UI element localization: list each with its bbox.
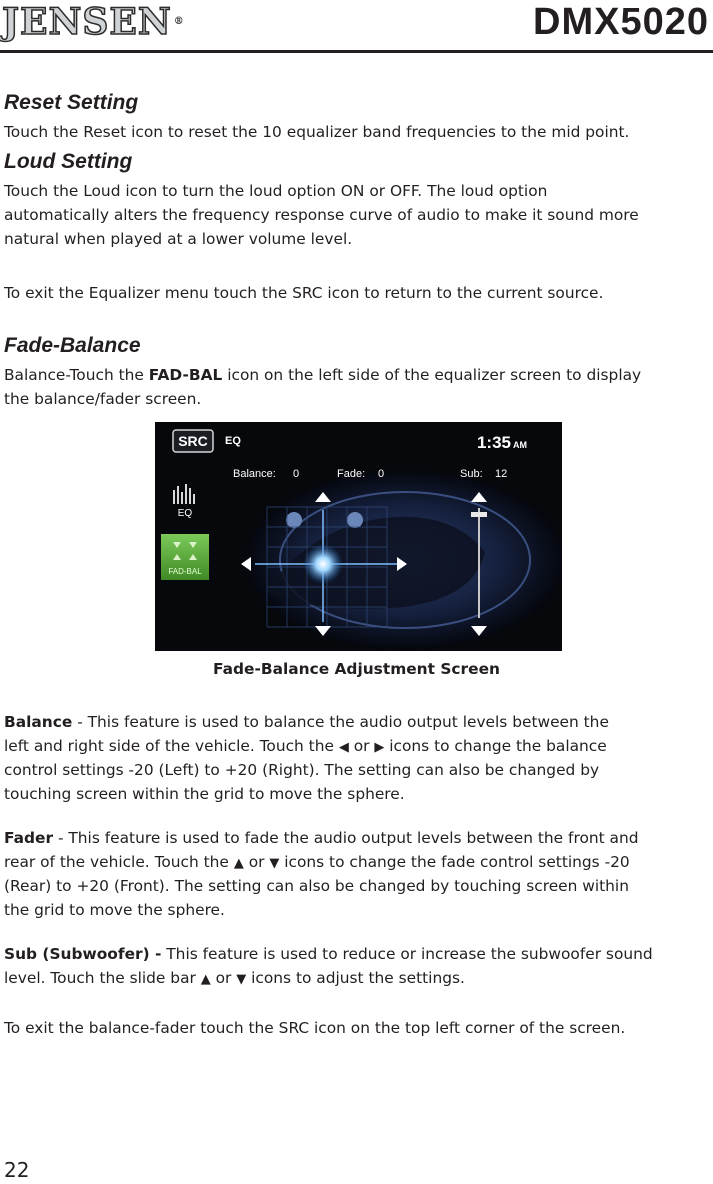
clock-ampm: AM: [513, 440, 527, 450]
sub-slider-handle: [471, 512, 487, 517]
header-divider: [0, 50, 713, 53]
loud-text-line1: Touch the Loud icon to turn the loud option ON or OFF. The loud option: [4, 182, 548, 200]
balance-sphere: [303, 544, 343, 584]
balance-line3: control settings -20 (Left) to +20 (Right). The setting can also be changed by: [4, 761, 600, 779]
fad-bal-label: FAD-BAL: [168, 567, 202, 576]
down-arrow-icon: ▼: [236, 972, 247, 987]
fade-balance-text-line2: the balance/fader screen.: [4, 390, 202, 408]
clock-time: 1:35: [476, 433, 511, 452]
model-name: DMX5020: [533, 1, 709, 43]
right-arrow-icon: ▶: [374, 740, 385, 755]
side-eq-label: EQ: [177, 508, 193, 519]
fade-value: 0: [378, 468, 385, 480]
reset-text: Touch the Reset icon to reset the 10 equalizer band frequencies to the mid point.: [4, 123, 630, 141]
up-arrow-icon: ▲: [233, 856, 244, 871]
balance-label: Balance:: [233, 468, 276, 480]
src-label: SRC: [178, 433, 208, 449]
exit-eq-text: To exit the Equalizer menu touch the SRC icon to return to the current source.: [4, 284, 604, 302]
up-arrow-icon: ▲: [200, 972, 211, 987]
sub-value: 12: [495, 468, 508, 480]
balance-line4: touching screen within the grid to move the sphere.: [4, 785, 405, 803]
exit-balance-fader-text: To exit the balance-fader touch the SRC icon on the top left corner of the screen.: [4, 1019, 626, 1037]
jensen-logo: JENSEN ®: [2, 1, 185, 43]
fader-line2: rear of the vehicle. Touch the ▲ or ▼ icons to change the fade control settings -20: [4, 853, 630, 871]
page-number: 22: [4, 1158, 30, 1182]
fade-label: Fade:: [337, 468, 366, 480]
fade-balance-screenshot: [155, 422, 562, 651]
balance-value: 0: [293, 468, 300, 480]
fader-line4: the grid to move the sphere.: [4, 901, 225, 919]
balance-line1: Balance - This feature is used to balance the audio output levels between the: [4, 713, 609, 731]
sub-line2: level. Touch the slide bar ▲ or ▼ icons to adjust the settings.: [4, 969, 465, 987]
eq-title: EQ: [225, 435, 241, 447]
loud-text-line3: natural when played at a lower volume level.: [4, 230, 353, 248]
fader-line3: (Rear) to +20 (Front). The setting can also be changed by touching screen within: [4, 877, 629, 895]
headrest-right: [347, 512, 363, 528]
reset-heading: Reset Setting: [4, 91, 139, 114]
sub-line1: Sub (Subwoofer) - This feature is used to reduce or increase the subwoofer sound: [4, 945, 653, 963]
left-arrow-icon: ◀: [338, 740, 349, 755]
fader-line1: Fader - This feature is used to fade the audio output levels between the front and: [4, 829, 639, 847]
headrest-left: [286, 512, 302, 528]
figure-caption: Fade-Balance Adjustment Screen: [213, 660, 500, 678]
sub-label: Sub:: [460, 468, 483, 480]
down-arrow-icon: ▼: [269, 856, 280, 871]
loud-heading: Loud Setting: [4, 150, 133, 173]
fade-balance-text-line1: Balance-Touch the FAD-BAL icon on the left side of the equalizer screen to display: [4, 366, 642, 384]
balance-line2: left and right side of the vehicle. Touch the ◀ or ▶ icons to change the balance: [4, 737, 607, 755]
loud-text-line2: automatically alters the frequency response curve of audio to make it sound more: [4, 206, 639, 224]
fade-balance-heading: Fade-Balance: [4, 334, 141, 357]
